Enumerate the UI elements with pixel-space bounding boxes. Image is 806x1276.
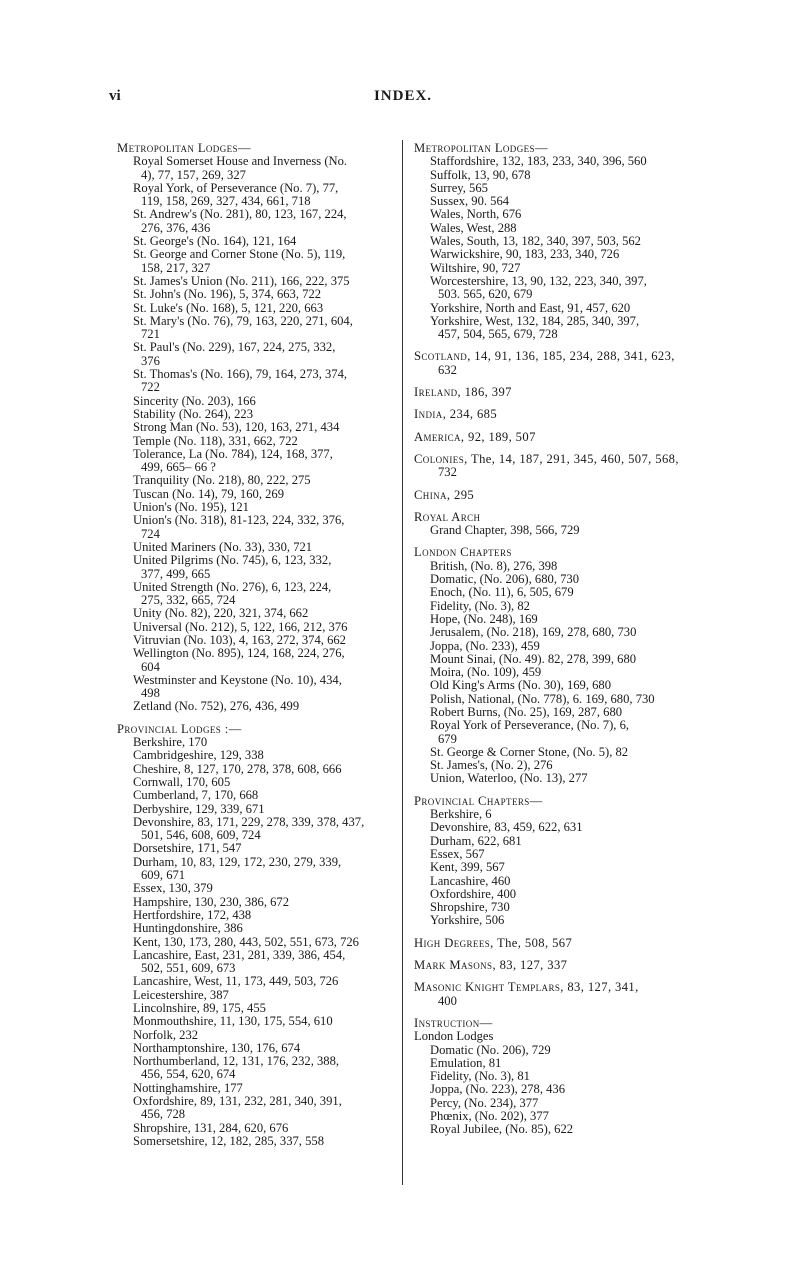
entry-text: St. Mary's (No. 76), 79, 163, 220, 271, 604, <box>133 313 353 328</box>
section-heading <box>117 723 399 736</box>
entry-text: Wales, South, 13, 182, 340, 397, 503, 562 <box>430 234 641 249</box>
entry-text: Shropshire, 730 <box>430 900 510 915</box>
entry-text: St. Thomas's (No. 166), 79, 164, 273, 374, <box>133 367 348 382</box>
entry-continuation: 4), 77, 157, 269, 327 <box>141 167 246 182</box>
entry-text: United Pilgrims (No. 745), 6, 123, 332, <box>133 553 332 568</box>
index-section <box>414 511 702 538</box>
section-heading <box>414 142 702 155</box>
entry-text: Lancashire, East, 231, 281, 339, 386, 454, <box>133 947 346 962</box>
entry-text: Wiltshire, 90, 727 <box>430 260 521 275</box>
entry-text: Warwickshire, 90, 183, 233, 340, 726 <box>430 247 620 262</box>
index-entry <box>414 1057 702 1070</box>
entry-continuation: 722 <box>141 380 160 395</box>
index-section <box>414 959 702 972</box>
entry-text: Durham, 10, 83, 129, 172, 230, 279, 339, <box>133 854 342 869</box>
entry-text: Royal Somerset House and Inverness (No. <box>133 154 348 169</box>
index-section <box>414 142 702 341</box>
entry-text: St. John's (No. 196), 5, 374, 663, 722 <box>133 287 322 302</box>
index-entry <box>414 626 702 639</box>
entry-text: Wellington (No. 895), 124, 168, 224, 276, <box>133 646 345 661</box>
index-entry <box>117 1095 399 1122</box>
entry-text: Lincolnshire, 89, 175, 455 <box>133 1001 266 1015</box>
page-refs: , 92, 189, 507 <box>460 429 536 444</box>
index-entry <box>117 182 399 209</box>
page-header <box>0 88 806 112</box>
entry-text: Emulation, 81 <box>430 1055 502 1070</box>
entry-text: Kent, 399, 567 <box>430 860 505 875</box>
entry-text: Sincerity (No. 203), 166 <box>133 393 256 408</box>
index-entry <box>414 679 702 692</box>
index-entry <box>117 541 399 554</box>
index-entry <box>414 524 702 537</box>
entry-text: Polish, National, (No. 778), 6. 169, 680, 730 <box>430 691 655 706</box>
entry-text: Domatic, (No. 206), 680, 730 <box>430 572 580 587</box>
entry-text: Durham, 622, 681 <box>430 833 522 848</box>
entry-text: Yorkshire, North and East, 91, 457, 620 <box>430 300 631 315</box>
entry-text: Royal York of Perseverance, (No. 7), 6, <box>430 718 630 733</box>
entry-text: Staffordshire, 132, 183, 233, 340, 396, 560 <box>430 154 647 169</box>
index-entry <box>414 746 702 759</box>
entry-text: Wales, North, 676 <box>430 207 522 222</box>
heading-label: Metropolitan Lodges— <box>414 141 548 155</box>
index-entry <box>117 936 399 949</box>
entry-text: Worcestershire, 13, 90, 132, 223, 340, 397, <box>430 273 647 288</box>
index-entry <box>117 607 399 620</box>
index-entry <box>414 155 702 168</box>
index-entry <box>117 435 399 448</box>
entry-text: Fidelity, (No. 3), 82 <box>430 598 530 613</box>
index-entry <box>117 488 399 501</box>
entry-text: Devonshire, 83, 459, 622, 631 <box>430 820 583 835</box>
entry-text: Leicestershire, 387 <box>133 987 229 1002</box>
heading-label: London Chapters <box>414 545 512 560</box>
index-entry <box>117 896 399 909</box>
index-entry <box>117 514 399 541</box>
index-entry <box>117 408 399 421</box>
entry-text: Temple (No. 118), 331, 662, 722 <box>133 433 298 448</box>
index-entry <box>117 634 399 647</box>
entry-text: St. James's, (No. 2), 276 <box>430 758 553 773</box>
entry-text: Nottinghamshire, 177 <box>133 1080 243 1095</box>
index-entry <box>117 1055 399 1082</box>
index-entry <box>414 560 702 573</box>
index-entry <box>414 706 702 719</box>
entry-text: Union's (No. 195), 121 <box>133 500 249 515</box>
entry-continuation: 679 <box>438 731 457 746</box>
entry-text: Berkshire, 6 <box>430 807 492 822</box>
index-entry <box>117 155 399 182</box>
entry-continuation: 276, 376, 436 <box>141 220 211 235</box>
entry-text: St. George and Corner Stone (No. 5), 119, <box>133 247 346 262</box>
index-entry <box>117 368 399 395</box>
index-entry <box>414 169 702 182</box>
entry-text: Vitruvian (No. 103), 4, 163, 272, 374, 662 <box>133 632 346 647</box>
section-heading <box>117 142 399 155</box>
entry-text: Domatic (No. 206), 729 <box>430 1042 551 1057</box>
index-section <box>414 431 702 444</box>
heading-label: America <box>414 429 461 444</box>
index-entry <box>414 262 702 275</box>
index-section <box>414 350 702 377</box>
index-entry <box>414 613 702 626</box>
entry-text: United Mariners (No. 33), 330, 721 <box>133 539 313 554</box>
entry-text: Dorsetshire, 171, 547 <box>133 841 242 856</box>
index-entry <box>414 573 702 586</box>
section-heading <box>414 489 702 502</box>
entry-text: Northumberland, 12, 131, 176, 232, 388, <box>133 1054 340 1069</box>
entry-text: British, (No. 8), 276, 398 <box>430 558 558 573</box>
entry-text: Tranquility (No. 218), 80, 222, 275 <box>133 473 311 488</box>
index-section <box>117 723 399 1149</box>
index-entry <box>414 759 702 772</box>
index-entry <box>414 772 702 785</box>
entry-text: Yorkshire, West, 132, 184, 285, 340, 397, <box>430 313 640 328</box>
page-refs: , 295 <box>446 487 475 502</box>
index-entry <box>117 674 399 701</box>
index-column-right <box>414 142 702 1146</box>
entry-text: St. James's Union (No. 211), 166, 222, 375 <box>133 273 350 288</box>
index-entry <box>117 803 399 816</box>
index-entry <box>414 901 702 914</box>
entry-text: Cumberland, 7, 170, 668 <box>133 788 259 803</box>
entry-text: Kent, 130, 173, 280, 443, 502, 551, 673, 726 <box>133 934 359 949</box>
index-entry <box>414 848 702 861</box>
index-entry <box>414 861 702 874</box>
heading-label: High Degrees <box>414 935 491 950</box>
entry-text: Somersetshire, 12, 182, 285, 337, 558 <box>133 1133 324 1148</box>
entry-text: St. Paul's (No. 229), 167, 224, 275, 332, <box>133 340 336 355</box>
entry-continuation: 498 <box>141 686 160 701</box>
index-entry <box>117 1135 399 1148</box>
page-number: vi <box>109 88 121 104</box>
heading-label: Scotland <box>414 349 468 364</box>
index-entry <box>414 315 702 342</box>
entry-text: Derbyshire, 129, 339, 671 <box>133 801 265 816</box>
page-refs: , 234, 685 <box>442 407 498 422</box>
index-entry <box>117 581 399 608</box>
index-entry <box>117 776 399 789</box>
index-entry <box>414 1083 702 1096</box>
index-entry <box>414 1123 702 1136</box>
page-refs: , The, 14, 187, 291, 345, 460, 507, 568, <box>464 451 679 466</box>
section-heading <box>414 981 702 994</box>
section-heading <box>414 408 702 421</box>
heading-label: Mark Masons <box>414 958 493 973</box>
index-entry <box>117 501 399 514</box>
index-entry <box>117 341 399 368</box>
entry-text: Hope, (No. 248), 169 <box>430 611 538 626</box>
entry-text: Old King's Arms (No. 30), 169, 680 <box>430 678 612 693</box>
page-refs: , 83, 127, 341, <box>560 980 639 995</box>
entry-continuation: 503. 565, 620, 679 <box>438 287 533 302</box>
index-entry <box>414 888 702 901</box>
heading-label: Metropolitan Lodges— <box>117 141 251 155</box>
entry-continuation: 377, 499, 665 <box>141 566 211 581</box>
index-entry <box>117 208 399 235</box>
index-entry <box>414 1110 702 1123</box>
entry-text: Monmouthshire, 11, 130, 175, 554, 610 <box>133 1014 333 1029</box>
entry-text: Hertfordshire, 172, 438 <box>133 907 252 922</box>
index-entry <box>414 835 702 848</box>
section-heading <box>414 959 702 972</box>
index-entry <box>414 235 702 248</box>
index-entry <box>117 1002 399 1015</box>
entry-text: Enoch, (No. 11), 6, 505, 679 <box>430 585 574 600</box>
index-entry <box>117 949 399 976</box>
entry-continuation: 724 <box>141 526 160 541</box>
entry-continuation: 158, 217, 327 <box>141 260 211 275</box>
index-entry <box>414 821 702 834</box>
index-entry <box>117 288 399 301</box>
entry-text: St. Luke's (No. 168), 5, 121, 220, 663 <box>133 300 324 315</box>
entry-text: Lancashire, West, 11, 173, 449, 503, 726 <box>133 974 339 989</box>
index-entry <box>117 882 399 895</box>
index-entry <box>414 808 702 821</box>
index-entry <box>414 248 702 261</box>
entry-text: United Strength (No. 276), 6, 123, 224, <box>133 579 332 594</box>
index-entry <box>117 763 399 776</box>
index-section <box>414 981 702 1008</box>
heading-label: Provincial Chapters— <box>414 793 543 808</box>
entry-text: Fidelity, (No. 3), 81 <box>430 1069 530 1084</box>
section-heading <box>414 431 702 444</box>
entry-text: Unity (No. 82), 220, 321, 374, 662 <box>133 606 309 621</box>
entry-continuation: 502, 551, 609, 673 <box>141 961 236 976</box>
entry-text: Joppa, (No. 233), 459 <box>430 638 540 653</box>
entry-text: Oxfordshire, 400 <box>430 886 517 901</box>
entry-text: Robert Burns, (No. 25), 169, 287, 680 <box>430 704 623 719</box>
entry-continuation: 456, 728 <box>141 1107 186 1122</box>
index-entry <box>414 1044 702 1057</box>
index-entry <box>117 989 399 1002</box>
index-entry <box>117 975 399 988</box>
section-heading <box>414 1017 702 1030</box>
entry-text: Tuscan (No. 14), 79, 160, 269 <box>133 486 285 501</box>
index-entry <box>117 816 399 843</box>
entry-text: Surrey, 565 <box>430 180 488 195</box>
entry-text: Joppa, (No. 223), 278, 436 <box>430 1082 566 1097</box>
index-entry <box>414 875 702 888</box>
entry-text: Moira, (No. 109), 459 <box>430 665 542 680</box>
index-entry <box>414 1070 702 1083</box>
entry-continuation: 275, 332, 665, 724 <box>141 593 236 608</box>
entry-text: Royal Jubilee, (No. 85), 622 <box>430 1122 574 1137</box>
section-heading <box>414 795 702 808</box>
index-section <box>414 1017 702 1137</box>
page-refs: , 14, 91, 136, 185, 234, 288, 341, 623, <box>467 349 675 364</box>
entry-text: Berkshire, 170 <box>133 735 208 750</box>
index-section <box>414 795 702 928</box>
index-entry <box>117 621 399 634</box>
index-entry <box>117 421 399 434</box>
heading-label: India <box>414 407 443 422</box>
index-entry <box>117 922 399 935</box>
index-entry <box>414 275 702 302</box>
entry-text: Wales, West, 288 <box>430 220 517 235</box>
entry-text: Hampshire, 130, 230, 386, 672 <box>133 894 290 909</box>
index-entry <box>117 909 399 922</box>
index-entry <box>414 666 702 679</box>
entry-text: St. George's (No. 164), 121, 164 <box>133 234 297 249</box>
entry-text: Cambridgeshire, 129, 338 <box>133 748 264 763</box>
index-entry <box>414 182 702 195</box>
index-entry <box>414 693 702 706</box>
entry-text: Jerusalem, (No. 218), 169, 278, 680, 730 <box>430 625 637 640</box>
index-entry <box>117 647 399 674</box>
entry-text: Phœnix, (No. 202), 377 <box>430 1109 549 1123</box>
entry-text: Devonshire, 83, 171, 229, 278, 339, 378, 437, <box>133 814 365 829</box>
entry-continuation: 499, 665– 66 ? <box>141 460 216 475</box>
entry-text: Zetland (No. 752), 276, 436, 499 <box>133 699 300 714</box>
index-entry <box>414 640 702 653</box>
index-column-left <box>117 142 399 1157</box>
page-refs: , 186, 397 <box>457 385 512 400</box>
heading-label: China <box>414 487 447 502</box>
page-title: INDEX. <box>373 88 433 104</box>
entry-text: Norfolk, 232 <box>133 1027 199 1042</box>
entry-continuation: 456, 554, 620, 674 <box>141 1067 236 1082</box>
index-entry <box>117 248 399 275</box>
section-heading <box>414 386 702 399</box>
entry-text: Royal York, of Perseverance (No. 7), 77, <box>133 180 339 195</box>
page-refs-continued: 400 <box>438 993 457 1008</box>
entry-text: Cheshire, 8, 127, 170, 278, 378, 608, 666 <box>133 761 342 776</box>
index-section <box>414 546 702 785</box>
heading-label: Colonies <box>414 451 465 466</box>
heading-label: Ireland <box>414 385 458 400</box>
heading-label: Instruction— <box>414 1015 493 1030</box>
index-entry <box>117 235 399 248</box>
index-entry <box>117 1015 399 1028</box>
index-entry <box>414 208 702 221</box>
index-entry <box>117 1122 399 1135</box>
index-section <box>414 386 702 399</box>
entry-continuation: 376 <box>141 353 160 368</box>
entry-text: Essex, 130, 379 <box>133 881 213 896</box>
index-entry <box>117 749 399 762</box>
entry-text: Suffolk, 13, 90, 678 <box>430 167 531 182</box>
entry-continuation: 604 <box>141 659 160 674</box>
entry-text: St. Andrew's (No. 281), 80, 123, 167, 224, <box>133 207 347 222</box>
index-entry <box>117 302 399 315</box>
entry-text: Stability (No. 264), 223 <box>133 406 253 421</box>
index-entry <box>117 554 399 581</box>
index-entry <box>414 302 702 315</box>
entry-text: Essex, 567 <box>430 846 485 861</box>
entry-text: Westminster and Keystone (No. 10), 434, <box>133 672 342 687</box>
index-entry <box>117 1029 399 1042</box>
entry-continuation: 721 <box>141 327 160 342</box>
section-heading <box>414 937 702 950</box>
entry-text: Shropshire, 131, 284, 620, 676 <box>133 1120 289 1135</box>
index-entry <box>414 719 702 746</box>
index-section <box>414 489 702 502</box>
entry-text: Northamptonshire, 130, 176, 674 <box>133 1040 301 1055</box>
index-entry <box>117 395 399 408</box>
entry-text: Union's (No. 318), 81-123, 224, 332, 376, <box>133 513 345 528</box>
section-heading <box>414 546 702 559</box>
index-section <box>414 408 702 421</box>
entry-text: Strong Man (No. 53), 120, 163, 271, 434 <box>133 420 340 435</box>
index-entry <box>414 914 702 927</box>
entry-text: Union, Waterloo, (No. 13), 277 <box>430 771 588 786</box>
page-refs: , The, 508, 567 <box>490 935 573 950</box>
entry-continuation: 501, 546, 608, 609, 724 <box>141 828 261 843</box>
entry-text: Percy, (No. 234), 377 <box>430 1095 539 1110</box>
index-entry <box>117 856 399 883</box>
heading-label: Royal Arch <box>414 509 481 524</box>
index-entry <box>117 842 399 855</box>
entry-continuation: 609, 671 <box>141 868 186 883</box>
index-entry <box>117 1082 399 1095</box>
entry-text: Oxfordshire, 89, 131, 232, 281, 340, 391, <box>133 1094 342 1109</box>
entry-text: Grand Chapter, 398, 566, 729 <box>430 523 580 538</box>
entry-text: Lancashire, 460 <box>430 873 511 888</box>
entry-text: Huntingdonshire, 386 <box>133 921 243 936</box>
section-heading <box>414 511 702 524</box>
index-entry <box>414 653 702 666</box>
heading-label: Provincial Lodges :— <box>117 721 242 736</box>
index-section <box>414 453 702 480</box>
entry-text: Mount Sinai, (No. 49). 82, 278, 399, 680 <box>430 651 637 666</box>
index-entry <box>414 1097 702 1110</box>
index-entry <box>414 600 702 613</box>
index-section <box>414 937 702 950</box>
entry-continuation: 119, 158, 269, 327, 434, 661, 718 <box>141 194 311 209</box>
entry-text: Universal (No. 212), 5, 122, 166, 212, 376 <box>133 619 348 634</box>
index-entry <box>117 700 399 713</box>
index-entry <box>414 586 702 599</box>
entry-continuation: 457, 504, 565, 679, 728 <box>438 327 558 342</box>
section-heading <box>414 453 702 466</box>
index-entry <box>414 195 702 208</box>
heading-label: Masonic Knight Templars <box>414 980 561 995</box>
index-section <box>117 142 399 714</box>
index-entry <box>117 448 399 475</box>
index-entry <box>117 736 399 749</box>
section-heading <box>414 350 702 363</box>
column-divider <box>402 140 403 1185</box>
index-entry <box>117 789 399 802</box>
index-entry <box>117 275 399 288</box>
index-entry <box>117 1042 399 1055</box>
index-entry <box>414 222 702 235</box>
entry-text: St. George & Corner Stone, (No. 5), 82 <box>430 744 629 759</box>
page-refs: , 83, 127, 337 <box>492 958 568 973</box>
entry-text: Tolerance, La (No. 784), 124, 168, 377, <box>133 446 333 461</box>
entry-text: Yorkshire, 506 <box>430 913 505 928</box>
index-entry <box>117 315 399 342</box>
entry-text: Cornwall, 170, 605 <box>133 774 231 789</box>
entry-text: Sussex, 90. 564 <box>430 194 510 209</box>
page-refs-continued: 632 <box>438 362 457 377</box>
index-entry <box>117 474 399 487</box>
page-refs-continued: 732 <box>438 465 457 480</box>
subheading: London Lodges <box>414 1029 494 1044</box>
